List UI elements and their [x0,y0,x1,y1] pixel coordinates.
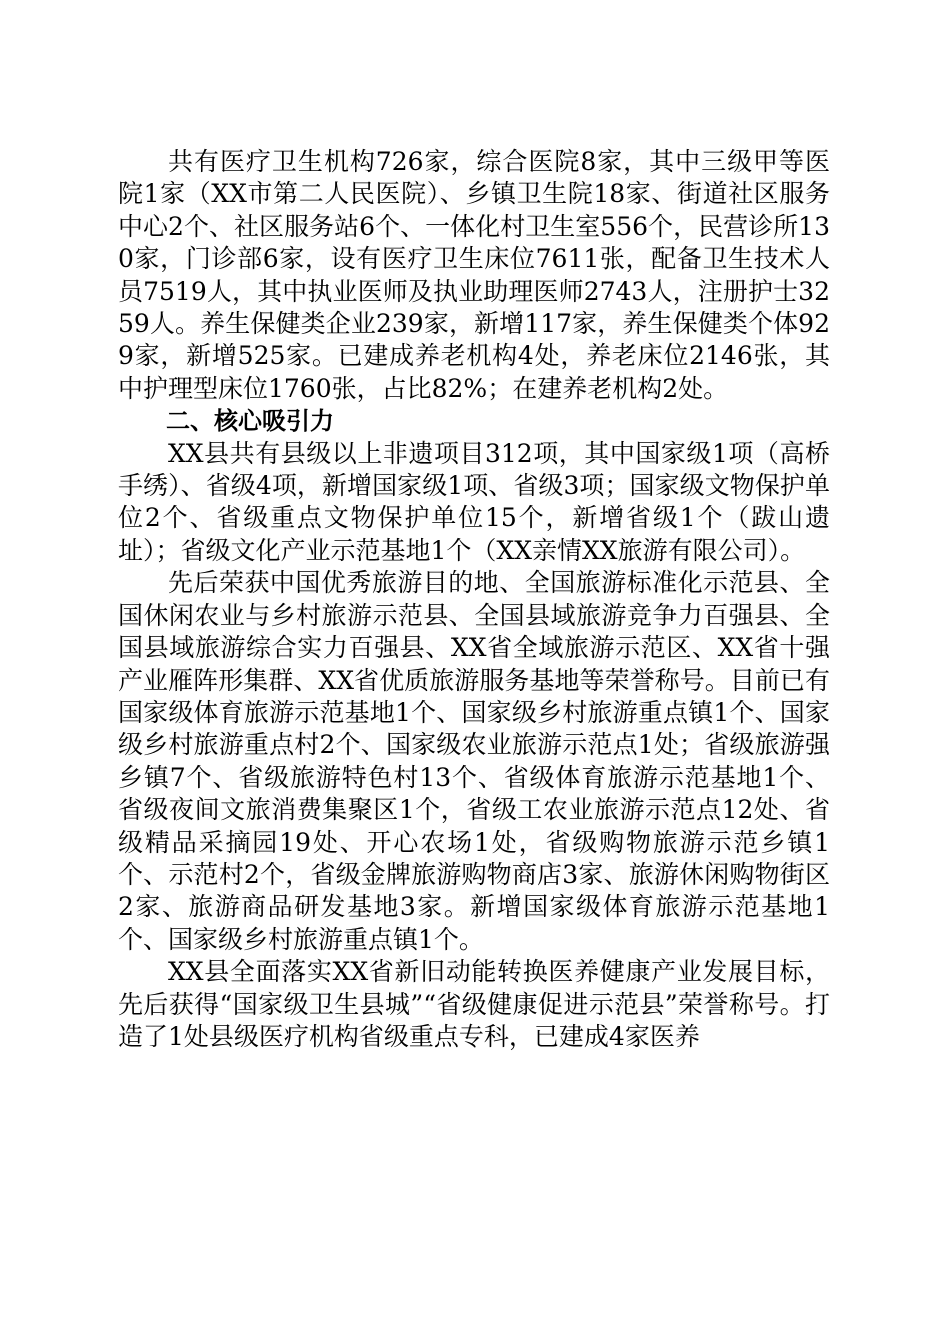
section-heading-core-attraction: 二、核心吸引力 [166,407,334,436]
paragraph-medical-facilities: 共有医疗卫生机构726家，综合医院8家，其中三级甲等医院1家（XX市第二人民医院）、乡镇卫生院18家、街道社区服务中心2个、社区服务站6个、一体化村卫生室556个，民营诊所130家，门诊部6家，设有医疗卫生床位7611张，配备卫生技术人员7519人，其中执业医师及执业助理医师2743人，注册护士3259人。养生保健类企业239家，新增117家，养生保健类个体929家，新增525家。已建成养老机构4处，养老床位2146张，其中护理型床位1760张，占比82%；在建养老机构2处。 [118,147,830,403]
document-body [118,146,830,1053]
paragraph-health-industry: XX县全面落实XX省新旧动能转换医养健康产业发展目标，先后获得“国家级卫生县城”“省级健康促进示范县”荣誉称号。打造了1处县级医疗机构省级重点专科，已建成4家医养 [118,957,830,1051]
paragraph-heritage-projects: XX县共有县级以上非遗项目312项，其中国家级1项（高桥手绣）、省级4项，新增国家级1项、省级3项；国家级文物保护单位2个、省级重点文物保护单位15个，新增省级1个（跋山遗址）；省级文化产业示范基地1个（XX亲情XX旅游有限公司）。 [118,438,830,565]
paragraph-tourism-honors: 先后荣获中国优秀旅游目的地、全国旅游标准化示范县、全国休闲农业与乡村旅游示范县、全国县域旅游竞争力百强县、全国县域旅游综合实力百强县、XX省全域旅游示范区、XX省十强产业雁阵形集群、XX省优质旅游服务基地等荣誉称号。目前已有国家级体育旅游示范基地1个、国家级乡村旅游重点镇1个、国家级乡村旅游重点村2个、国家级农业旅游示范点1处；省级旅游强乡镇7个、省级旅游特色村13个、省级体育旅游示范基地1个、省级夜间文旅消费集聚区1个，省级工农业旅游示范点12处、省级精品采摘园19处、开心农场1处，省级购物旅游示范乡镇1个、示范村2个，省级金牌旅游购物商店3家、旅游休闲购物街区2家、旅游商品研发基地3家。新增国家级体育旅游示范基地1个、国家级乡村旅游重点镇1个。 [118,568,830,954]
